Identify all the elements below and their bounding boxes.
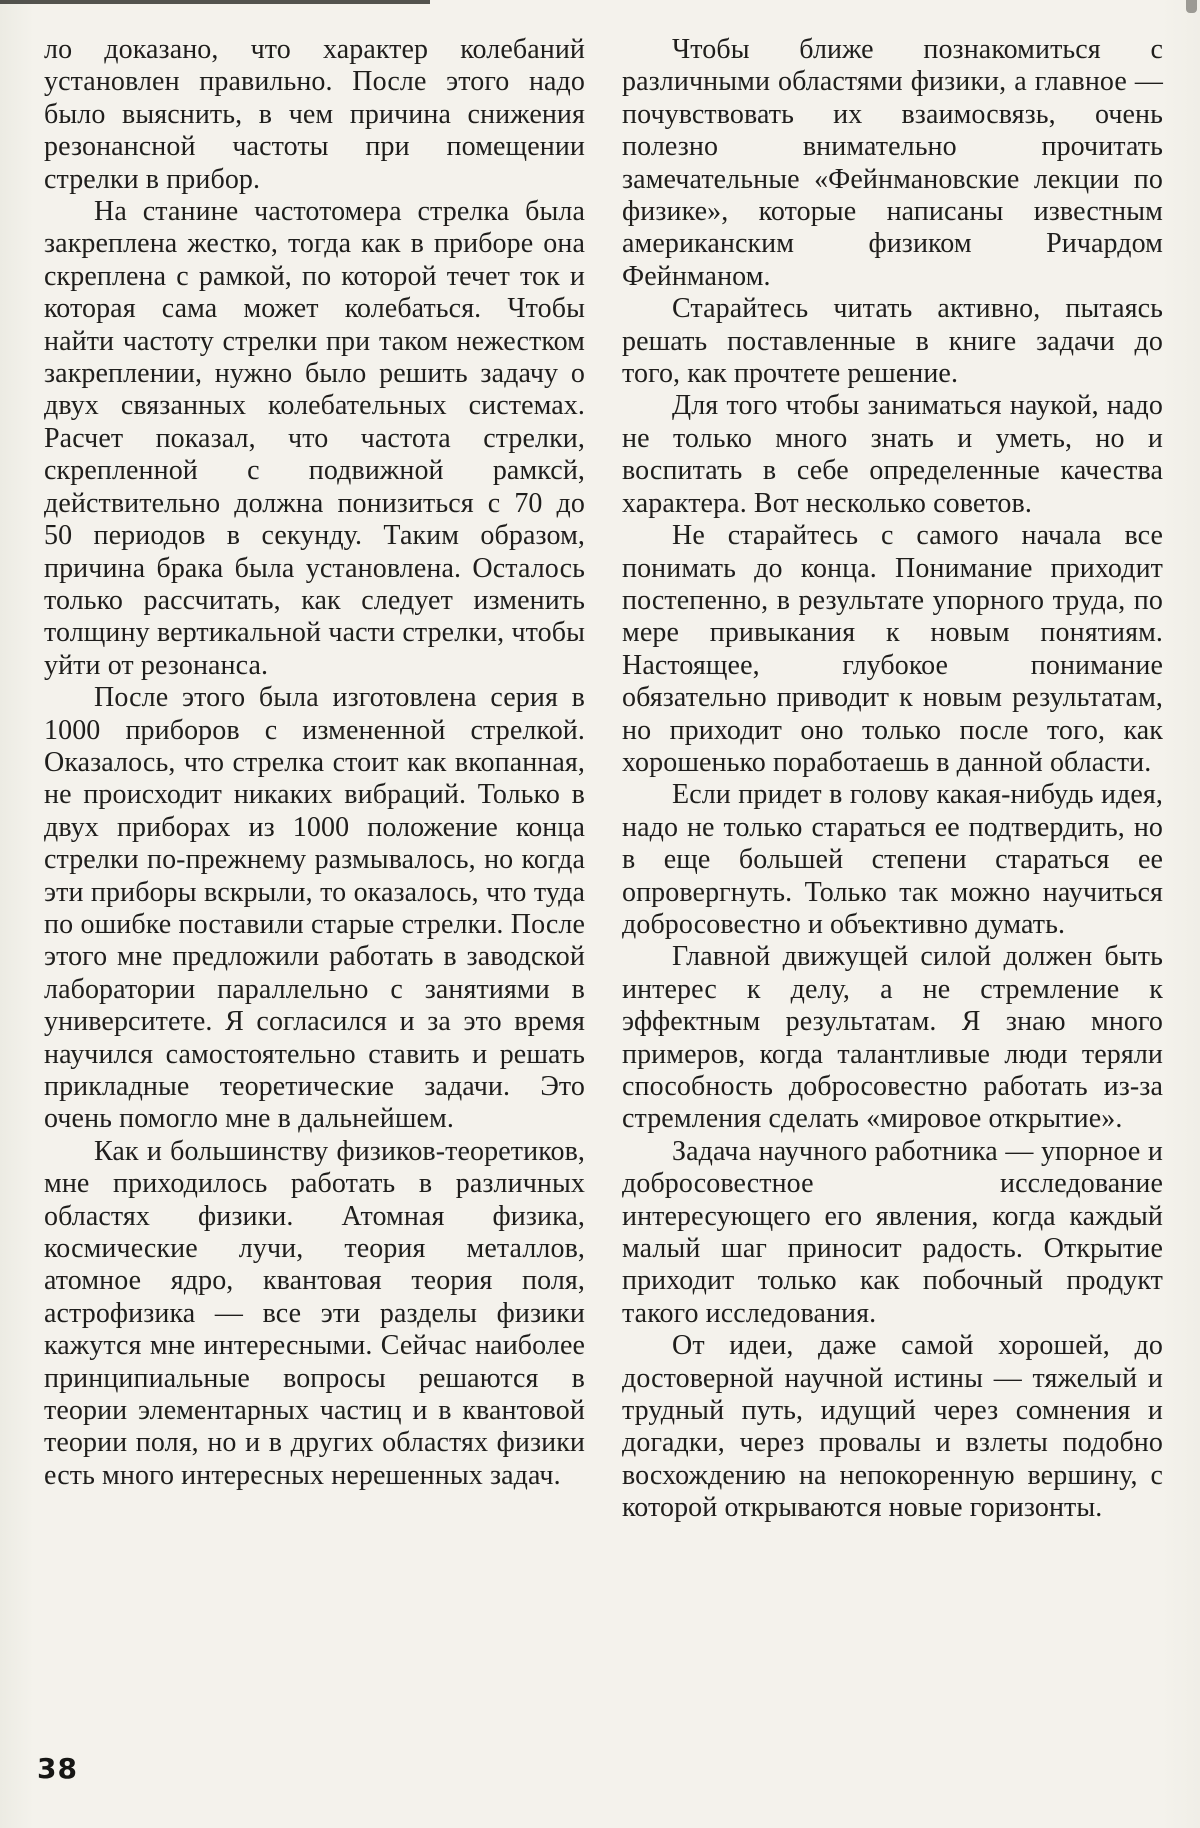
right-text-column [622, 34, 1163, 1525]
scan-corner-artifact [1186, 0, 1197, 13]
paragraph: Если придет в голову какая-нибудь идея, надо не только стараться ее подтвердить, но в еще большей степени стараться ее опровергнуть. Только так можно научиться добросовестно и объективно думать. [622, 779, 1163, 940]
paragraph: Главной движущей силой должен быть интерес к делу, а не стремление к эффектным результатам. Я знаю много примеров, когда талантливые люди теряли способность добросовестно работать из-за стремления сделать «мировое открытие». [622, 941, 1163, 1135]
paragraph: После этого была изготовлена серия в 1000 приборов с измененной стрелкой. Оказалось, что стрелка стоит как вкопанная, не происходит никаких вибраций. Только в двух приборах из 1000 положение конца стрелки по-прежнему размывалось, но когда эти приборы вскрыли, то оказалось, что туда по ошибке поставили старые стрелки. После этого мне предложили работать в заводской лаборатории параллельно с занятиями в университете. Я согласился и за это время научился самостоятельно ставить и решать прикладные теоретические задачи. Это очень помогло мне в дальнейшем. [44, 682, 585, 1135]
paragraph: Не старайтесь с самого начала все понимать до конца. Понимание приходит постепенно, в результате упорного труда, по мере привыкания к новым понятиям. Настоящее, глубокое понимание обязательно приводит к новым результатам, но приходит оно только после того, как хорошенько поработаешь в данной области. [622, 520, 1163, 778]
paragraph: От идеи, даже самой хорошей, до достоверной научной истины — тяжелый и трудный путь, идущий через сомнения и догадки, через провалы и взлеты подобно восхождению на непокоренную вершину, с которой открываются новые горизонты. [622, 1330, 1163, 1524]
paragraph: Старайтесь читать активно, пытаясь решать поставленные в книге задачи до того, как прочтете решение. [622, 293, 1163, 390]
scan-edge-artifact [0, 0, 430, 4]
paragraph: Задача научного работника — упорное и добросовестное исследование интересующего его явления, когда каждый малый шаг приносит радость. Открытие приходит только как побочный продукт такого исследования. [622, 1135, 1163, 1329]
left-text-column [44, 34, 585, 1492]
paragraph: На станине частотомера стрелка была закреплена жестко, тогда как в приборе она скреплена с рамкой, по которой течет ток и которая сама может колебаться. Чтобы найти частоту стрелки при таком нежестком закреплении, нужно было решить задачу о двух связанных колебательных системах. Расчет показал, что частота стрелки, скрепленной с подвижной рамксй, действительно должна понизиться с 70 до 50 периодов в секунду. Таким образом, причина брака была установлена. Осталось только рассчитать, как следует изменить толщину вертикальной части стрелки, чтобы уйти от резонанса. [44, 196, 585, 681]
page-number: 38 [37, 1752, 78, 1785]
paragraph: ло доказано, что характер колебаний установлен правильно. После этого надо было выяснить, в чем причина снижения резонансной частоты при помещении стрелки в прибор. [44, 34, 585, 195]
paragraph: Как и большинству физиков-теоретиков, мне приходилось работать в различных областях физики. Атомная физика, космические лучи, теория металлов, атомное ядро, квантовая теория поля, астрофизика — все эти разделы физики кажутся мне интересными. Сейчас наиболее принципиальные вопросы решаются в теории элементарных частиц и в квантовой теории поля, но и в других областях физики есть много интересных нерешенных задач. [44, 1135, 585, 1491]
paragraph: Для того чтобы заниматься наукой, надо не только много знать и уметь, но и воспитать в себе определенные качества характера. Вот несколько советов. [622, 390, 1163, 519]
paragraph: Чтобы ближе познакомиться с различными областями физики, а главное — почувствовать их взаимосвязь, очень полезно внимательно прочитать замечательные «Фейнмановские лекции по физике», которые написаны известным американским физиком Ричардом Фейнманом. [622, 34, 1163, 292]
